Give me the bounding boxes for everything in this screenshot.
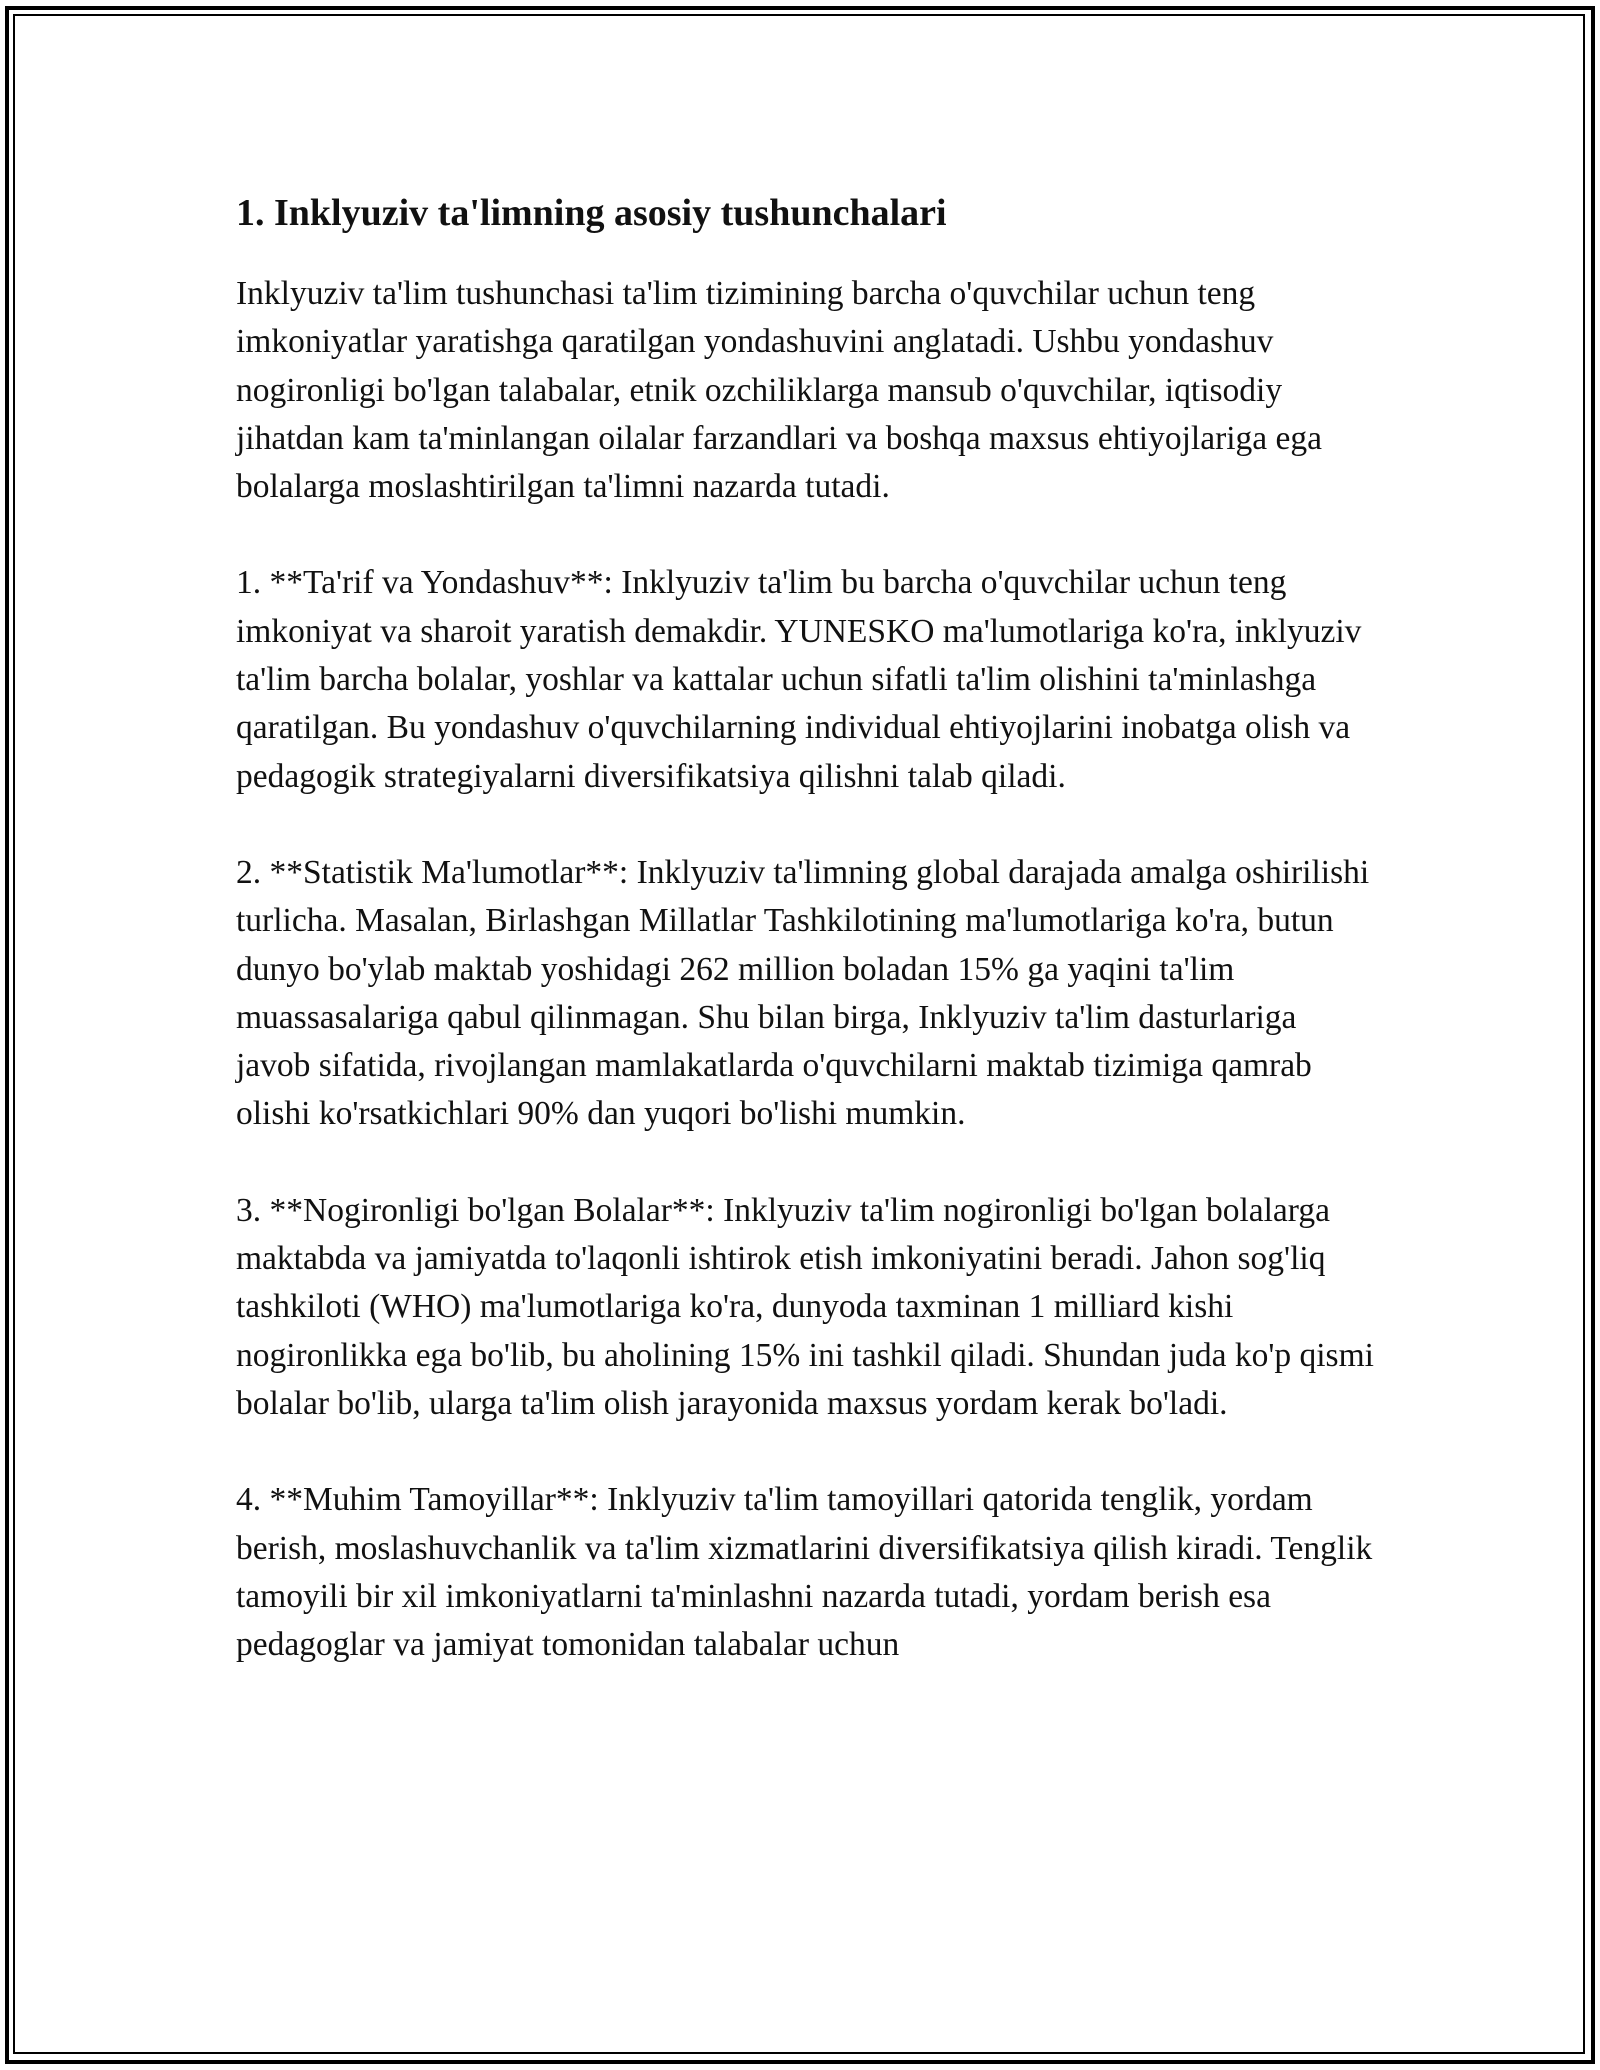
section-heading: 1. Inklyuziv ta'limning asosiy tushunchalari — [236, 192, 947, 234]
document-body — [236, 184, 1376, 1669]
paragraph-statistics: 2. **Statistik Ma'lumotlar**: Inklyuziv ta'limning global darajada amalga oshirilishi turlicha. Masalan, Birlashgan Millatlar Tashkilotining ma'lumotlariga ko'ra, butun dunyo bo'ylab maktab yoshidagi 262 million boladan 15% ga yaqini ta'lim muassasalariga qabul qilinmagan. Shu bilan birga, Inklyuziv ta'lim dasturlariga javob sifatida, rivojlangan mamlakatlarda o'quvchilarni maktab tizimiga qamrab olishi ko'rsatkichlari 90% dan yuqori bo'lishi mumkin. — [236, 853, 1370, 1133]
paragraph-definition: 1. **Ta'rif va Yondashuv**: Inklyuziv ta'lim bu barcha o'quvchilar uchun teng imkoniyat va sharoit yaratish demakdir. YUNESKO ma'lumotlariga ko'ra, inklyuziv ta'lim barcha bolalar, yoshlar va kattalar uchun sifatli ta'lim olishini ta'minlashga qaratilgan. Bu yondashuv o'quvchilarning individual ehtiyojlarini inobatga olish va pedagogik strategiyalarni diversifikatsiya qilishni talab qiladi. — [236, 564, 1362, 795]
paragraph-disabled-children: 3. **Nogironligi bo'lgan Bolalar**: Inklyuziv ta'lim nogironligi bo'lgan bolalarga maktabda va jamiyatda to'laqonli ishtirok etish imkoniyatini beradi. Jahon sog'liq tashkiloti (WHO) ma'lumotlariga ko'ra, dunyoda taxminan 1 milliard kishi nogironlikka ega bo'lib, bu aholining 15% ini tashkil qiladi. Shundan juda ko'p qismi bolalar bo'lib, ularga ta'lim olish jarayonida maxsus yordam kerak bo'ladi. — [236, 1191, 1374, 1422]
paragraph-principles: 4. **Muhim Tamoyillar**: Inklyuziv ta'lim tamoyillari qatorida tenglik, yordam berish, moslashuvchanlik va ta'lim xizmatlarini diversifikatsiya qilish kiradi. Tenglik tamoyili bir xil imkoniyatlarni ta'minlashni nazarda tutadi, yordam berish esa pedagoglar va jamiyat tomonidan talabalar uchun — [236, 1481, 1373, 1664]
intro-paragraph: Inklyuziv ta'lim tushunchasi ta'lim tizimining barcha o'quvchilar uchun teng imkoniyatlar yaratishga qaratilgan yondashuvini anglatadi. Ushbu yondashuv nogironligi bo'lgan talabalar, etnik ozchiliklarga mansub o'quvchilar, iqtisodiy jihatdan kam ta'minlangan oilalar farzandlari va boshqa maxsus ehtiyojlariga ega bolalarga moslashtirilgan ta'limni nazarda tutadi. — [236, 275, 1323, 506]
